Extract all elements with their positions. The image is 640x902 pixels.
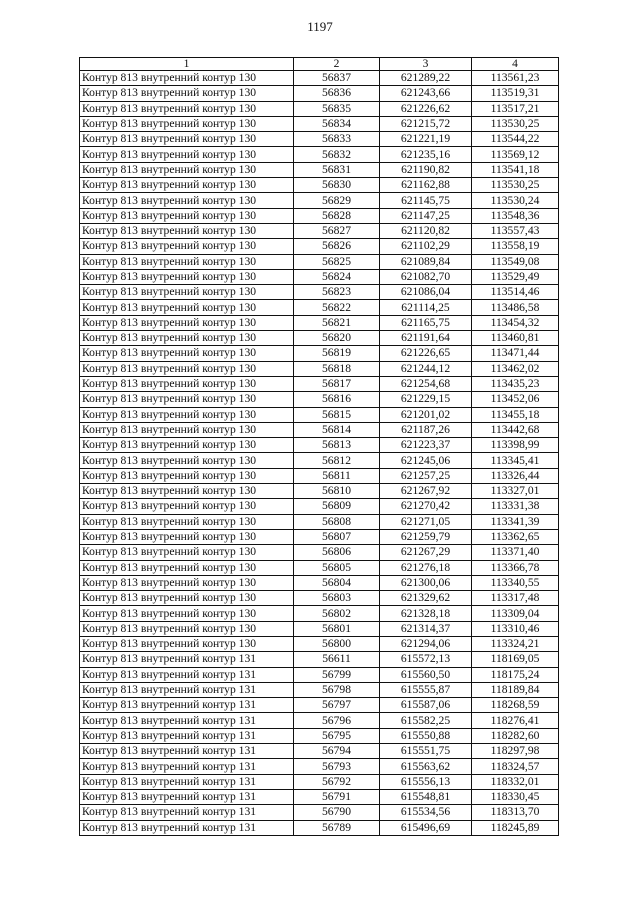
y-coordinate-cell: 113310,46 <box>472 621 559 636</box>
x-coordinate-cell: 621294,06 <box>380 636 472 651</box>
y-coordinate-cell: 118297,98 <box>472 744 559 759</box>
point-number-cell: 56837 <box>294 71 380 86</box>
x-coordinate-cell: 615582,25 <box>380 713 472 728</box>
x-coordinate-cell: 621329,62 <box>380 591 472 606</box>
x-coordinate-cell: 615555,87 <box>380 682 472 697</box>
y-coordinate-cell: 113541,18 <box>472 162 559 177</box>
point-number-cell: 56817 <box>294 376 380 391</box>
contour-name-cell: Контур 813 внутренний контур 131 <box>80 667 294 682</box>
point-number-cell: 56833 <box>294 132 380 147</box>
point-number-cell: 56792 <box>294 774 380 789</box>
x-coordinate-cell: 621267,92 <box>380 484 472 499</box>
point-number-cell: 56831 <box>294 162 380 177</box>
table-row <box>80 759 559 774</box>
x-coordinate-cell: 621245,06 <box>380 453 472 468</box>
y-coordinate-cell: 113435,23 <box>472 376 559 391</box>
x-coordinate-cell: 621300,06 <box>380 575 472 590</box>
point-number-cell: 56797 <box>294 698 380 713</box>
point-number-cell: 56815 <box>294 407 380 422</box>
y-coordinate-cell: 113326,44 <box>472 468 559 483</box>
point-number-cell: 56816 <box>294 392 380 407</box>
contour-name-cell: Контур 813 внутренний контур 130 <box>80 422 294 437</box>
contour-name-cell: Контур 813 внутренний контур 130 <box>80 468 294 483</box>
y-coordinate-cell: 113309,04 <box>472 606 559 621</box>
point-number-cell: 56791 <box>294 789 380 804</box>
table-row <box>80 285 559 300</box>
x-coordinate-cell: 615550,88 <box>380 728 472 743</box>
x-coordinate-cell: 621162,88 <box>380 178 472 193</box>
point-number-cell: 56827 <box>294 223 380 238</box>
point-number-cell: 56801 <box>294 621 380 636</box>
table-row <box>80 774 559 789</box>
point-number-cell: 56825 <box>294 254 380 269</box>
y-coordinate-cell: 113317,48 <box>472 591 559 606</box>
contour-name-cell: Контур 813 внутренний контур 130 <box>80 315 294 330</box>
y-coordinate-cell: 113530,25 <box>472 116 559 131</box>
table-row <box>80 805 559 820</box>
page-number: 1197 <box>307 19 333 34</box>
y-coordinate-cell: 113324,21 <box>472 636 559 651</box>
y-coordinate-cell: 113454,32 <box>472 315 559 330</box>
x-coordinate-cell: 621089,84 <box>380 254 472 269</box>
table-row <box>80 101 559 116</box>
column-header-3: 3 <box>380 58 472 71</box>
table-row <box>80 223 559 238</box>
y-coordinate-cell: 113514,46 <box>472 285 559 300</box>
column-header-2: 2 <box>294 58 380 71</box>
table-row <box>80 728 559 743</box>
table-row <box>80 545 559 560</box>
contour-name-cell: Контур 813 внутренний контур 130 <box>80 575 294 590</box>
y-coordinate-cell: 113544,22 <box>472 132 559 147</box>
y-coordinate-cell: 113340,55 <box>472 575 559 590</box>
contour-name-cell: Контур 813 внутренний контур 130 <box>80 223 294 238</box>
table-row <box>80 606 559 621</box>
point-number-cell: 56802 <box>294 606 380 621</box>
y-coordinate-cell: 113549,08 <box>472 254 559 269</box>
point-number-cell: 56824 <box>294 269 380 284</box>
point-number-cell: 56812 <box>294 453 380 468</box>
contour-name-cell: Контур 813 внутренний контур 131 <box>80 759 294 774</box>
table-row <box>80 422 559 437</box>
y-coordinate-cell: 113341,39 <box>472 514 559 529</box>
contour-name-cell: Контур 813 внутренний контур 130 <box>80 254 294 269</box>
y-coordinate-cell: 113452,06 <box>472 392 559 407</box>
table-row <box>80 575 559 590</box>
point-number-cell: 56793 <box>294 759 380 774</box>
table-row <box>80 392 559 407</box>
point-number-cell: 56818 <box>294 361 380 376</box>
contour-name-cell: Контур 813 внутренний контур 130 <box>80 300 294 315</box>
point-number-cell: 56807 <box>294 529 380 544</box>
table-row <box>80 376 559 391</box>
x-coordinate-cell: 621120,82 <box>380 223 472 238</box>
table-body <box>80 71 559 836</box>
table-row <box>80 713 559 728</box>
table-row <box>80 178 559 193</box>
y-coordinate-cell: 118313,70 <box>472 805 559 820</box>
x-coordinate-cell: 615572,13 <box>380 652 472 667</box>
table-row <box>80 147 559 162</box>
x-coordinate-cell: 615560,50 <box>380 667 472 682</box>
point-number-cell: 56806 <box>294 545 380 560</box>
point-number-cell: 56808 <box>294 514 380 529</box>
contour-name-cell: Контур 813 внутренний контур 130 <box>80 606 294 621</box>
x-coordinate-cell: 621215,72 <box>380 116 472 131</box>
contour-name-cell: Контур 813 внутренний контур 131 <box>80 820 294 835</box>
table-row <box>80 560 559 575</box>
y-coordinate-cell: 113362,65 <box>472 529 559 544</box>
y-coordinate-cell: 113442,68 <box>472 422 559 437</box>
table-row <box>80 468 559 483</box>
x-coordinate-cell: 621259,79 <box>380 529 472 544</box>
y-coordinate-cell: 118324,57 <box>472 759 559 774</box>
y-coordinate-cell: 118330,45 <box>472 789 559 804</box>
table-row <box>80 453 559 468</box>
point-number-cell: 56814 <box>294 422 380 437</box>
x-coordinate-cell: 615534,56 <box>380 805 472 820</box>
x-coordinate-cell: 621190,82 <box>380 162 472 177</box>
y-coordinate-cell: 113557,43 <box>472 223 559 238</box>
y-coordinate-cell: 113561,23 <box>472 71 559 86</box>
x-coordinate-cell: 621254,68 <box>380 376 472 391</box>
y-coordinate-cell: 118282,60 <box>472 728 559 743</box>
x-coordinate-cell: 621235,16 <box>380 147 472 162</box>
point-number-cell: 56821 <box>294 315 380 330</box>
contour-name-cell: Контур 813 внутренний контур 130 <box>80 591 294 606</box>
table-row <box>80 820 559 835</box>
y-coordinate-cell: 113331,38 <box>472 499 559 514</box>
point-number-cell: 56836 <box>294 86 380 101</box>
x-coordinate-cell: 615496,69 <box>380 820 472 835</box>
y-coordinate-cell: 113398,99 <box>472 438 559 453</box>
table-row <box>80 239 559 254</box>
table-row <box>80 652 559 667</box>
x-coordinate-cell: 621086,04 <box>380 285 472 300</box>
y-coordinate-cell: 113558,19 <box>472 239 559 254</box>
table-row <box>80 315 559 330</box>
contour-name-cell: Контур 813 внутренний контур 130 <box>80 101 294 116</box>
point-number-cell: 56795 <box>294 728 380 743</box>
x-coordinate-cell: 621082,70 <box>380 269 472 284</box>
table-row <box>80 499 559 514</box>
table-row <box>80 193 559 208</box>
point-number-cell: 56822 <box>294 300 380 315</box>
x-coordinate-cell: 621187,26 <box>380 422 472 437</box>
contour-name-cell: Контур 813 внутренний контур 130 <box>80 545 294 560</box>
contour-name-cell: Контур 813 внутренний контур 130 <box>80 499 294 514</box>
table-row <box>80 407 559 422</box>
y-coordinate-cell: 113455,18 <box>472 407 559 422</box>
table-row <box>80 346 559 361</box>
x-coordinate-cell: 621145,75 <box>380 193 472 208</box>
point-number-cell: 56828 <box>294 208 380 223</box>
contour-name-cell: Контур 813 внутренний контур 130 <box>80 484 294 499</box>
x-coordinate-cell: 621191,64 <box>380 331 472 346</box>
y-coordinate-cell: 113486,58 <box>472 300 559 315</box>
contour-name-cell: Контур 813 внутренний контур 130 <box>80 193 294 208</box>
point-number-cell: 56611 <box>294 652 380 667</box>
table-row <box>80 698 559 713</box>
contour-name-cell: Контур 813 внутренний контур 131 <box>80 652 294 667</box>
table-row <box>80 529 559 544</box>
point-number-cell: 56834 <box>294 116 380 131</box>
contour-name-cell: Контур 813 внутренний контур 130 <box>80 239 294 254</box>
table-row <box>80 269 559 284</box>
y-coordinate-cell: 113345,41 <box>472 453 559 468</box>
contour-name-cell: Контур 813 внутренний контур 130 <box>80 331 294 346</box>
contour-name-cell: Контур 813 внутренний контур 130 <box>80 361 294 376</box>
x-coordinate-cell: 621226,62 <box>380 101 472 116</box>
contour-name-cell: Контур 813 внутренний контур 130 <box>80 132 294 147</box>
point-number-cell: 56819 <box>294 346 380 361</box>
point-number-cell: 56790 <box>294 805 380 820</box>
table-row <box>80 86 559 101</box>
x-coordinate-cell: 615556,13 <box>380 774 472 789</box>
y-coordinate-cell: 113519,31 <box>472 86 559 101</box>
x-coordinate-cell: 615587,06 <box>380 698 472 713</box>
contour-name-cell: Контур 813 внутренний контур 130 <box>80 86 294 101</box>
point-number-cell: 56796 <box>294 713 380 728</box>
contour-name-cell: Контур 813 внутренний контур 130 <box>80 162 294 177</box>
point-number-cell: 56805 <box>294 560 380 575</box>
point-number-cell: 56803 <box>294 591 380 606</box>
table-row <box>80 132 559 147</box>
x-coordinate-cell: 615551,75 <box>380 744 472 759</box>
y-coordinate-cell: 118268,59 <box>472 698 559 713</box>
x-coordinate-cell: 621270,42 <box>380 499 472 514</box>
y-coordinate-cell: 113517,21 <box>472 101 559 116</box>
contour-name-cell: Контур 813 внутренний контур 131 <box>80 744 294 759</box>
point-number-cell: 56789 <box>294 820 380 835</box>
contour-name-cell: Контур 813 внутренний контур 131 <box>80 713 294 728</box>
x-coordinate-cell: 621267,29 <box>380 545 472 560</box>
x-coordinate-cell: 621257,25 <box>380 468 472 483</box>
contour-name-cell: Контур 813 внутренний контур 130 <box>80 147 294 162</box>
contour-name-cell: Контур 813 внутренний контур 131 <box>80 682 294 697</box>
point-number-cell: 56811 <box>294 468 380 483</box>
x-coordinate-cell: 621226,65 <box>380 346 472 361</box>
contour-name-cell: Контур 813 внутренний контур 130 <box>80 346 294 361</box>
point-number-cell: 56810 <box>294 484 380 499</box>
point-number-cell: 56794 <box>294 744 380 759</box>
x-coordinate-cell: 621147,25 <box>380 208 472 223</box>
x-coordinate-cell: 621289,22 <box>380 71 472 86</box>
table-row <box>80 744 559 759</box>
x-coordinate-cell: 621102,29 <box>380 239 472 254</box>
x-coordinate-cell: 621221,19 <box>380 132 472 147</box>
x-coordinate-cell: 621165,75 <box>380 315 472 330</box>
contour-name-cell: Контур 813 внутренний контур 131 <box>80 789 294 804</box>
x-coordinate-cell: 615563,62 <box>380 759 472 774</box>
contour-name-cell: Контур 813 внутренний контур 130 <box>80 178 294 193</box>
x-coordinate-cell: 621276,18 <box>380 560 472 575</box>
contour-name-cell: Контур 813 внутренний контур 131 <box>80 805 294 820</box>
point-number-cell: 56829 <box>294 193 380 208</box>
y-coordinate-cell: 118189,84 <box>472 682 559 697</box>
contour-name-cell: Контур 813 внутренний контур 130 <box>80 208 294 223</box>
y-coordinate-cell: 113529,49 <box>472 269 559 284</box>
table-row <box>80 591 559 606</box>
contour-name-cell: Контур 813 внутренний контур 130 <box>80 407 294 422</box>
point-number-cell: 56813 <box>294 438 380 453</box>
y-coordinate-cell: 113366,78 <box>472 560 559 575</box>
y-coordinate-cell: 118169,05 <box>472 652 559 667</box>
table-row <box>80 331 559 346</box>
x-coordinate-cell: 621201,02 <box>380 407 472 422</box>
point-number-cell: 56799 <box>294 667 380 682</box>
table-row <box>80 636 559 651</box>
contour-name-cell: Контур 813 внутренний контур 130 <box>80 269 294 284</box>
contour-name-cell: Контур 813 внутренний контур 130 <box>80 116 294 131</box>
point-number-cell: 56804 <box>294 575 380 590</box>
table-row <box>80 254 559 269</box>
coordinates-table <box>79 57 559 836</box>
contour-name-cell: Контур 813 внутренний контур 130 <box>80 285 294 300</box>
y-coordinate-cell: 113569,12 <box>472 147 559 162</box>
y-coordinate-cell: 113371,40 <box>472 545 559 560</box>
point-number-cell: 56820 <box>294 331 380 346</box>
x-coordinate-cell: 615548,81 <box>380 789 472 804</box>
y-coordinate-cell: 118276,41 <box>472 713 559 728</box>
contour-name-cell: Контур 813 внутренний контур 130 <box>80 71 294 86</box>
table-row <box>80 300 559 315</box>
x-coordinate-cell: 621243,66 <box>380 86 472 101</box>
x-coordinate-cell: 621314,37 <box>380 621 472 636</box>
y-coordinate-cell: 118245,89 <box>472 820 559 835</box>
table-row <box>80 71 559 86</box>
table-row <box>80 438 559 453</box>
x-coordinate-cell: 621114,25 <box>380 300 472 315</box>
contour-name-cell: Контур 813 внутренний контур 131 <box>80 698 294 713</box>
y-coordinate-cell: 113530,24 <box>472 193 559 208</box>
point-number-cell: 56798 <box>294 682 380 697</box>
point-number-cell: 56832 <box>294 147 380 162</box>
x-coordinate-cell: 621229,15 <box>380 392 472 407</box>
x-coordinate-cell: 621271,05 <box>380 514 472 529</box>
y-coordinate-cell: 113462,02 <box>472 361 559 376</box>
table-row <box>80 484 559 499</box>
y-coordinate-cell: 118175,24 <box>472 667 559 682</box>
table-row <box>80 514 559 529</box>
table-row <box>80 208 559 223</box>
table-row <box>80 116 559 131</box>
point-number-cell: 56800 <box>294 636 380 651</box>
contour-name-cell: Контур 813 внутренний контур 130 <box>80 376 294 391</box>
y-coordinate-cell: 113471,44 <box>472 346 559 361</box>
contour-name-cell: Контур 813 внутренний контур 130 <box>80 438 294 453</box>
point-number-cell: 56830 <box>294 178 380 193</box>
x-coordinate-cell: 621223,37 <box>380 438 472 453</box>
point-number-cell: 56809 <box>294 499 380 514</box>
x-coordinate-cell: 621244,12 <box>380 361 472 376</box>
contour-name-cell: Контур 813 внутренний контур 130 <box>80 560 294 575</box>
contour-name-cell: Контур 813 внутренний контур 130 <box>80 636 294 651</box>
point-number-cell: 56823 <box>294 285 380 300</box>
y-coordinate-cell: 113460,81 <box>472 331 559 346</box>
contour-name-cell: Контур 813 внутренний контур 130 <box>80 453 294 468</box>
table-row <box>80 621 559 636</box>
contour-name-cell: Контур 813 внутренний контур 130 <box>80 514 294 529</box>
y-coordinate-cell: 113530,25 <box>472 178 559 193</box>
table-header-row <box>80 58 559 71</box>
column-header-4: 4 <box>472 58 559 71</box>
point-number-cell: 56826 <box>294 239 380 254</box>
table-row <box>80 789 559 804</box>
y-coordinate-cell: 113548,36 <box>472 208 559 223</box>
point-number-cell: 56835 <box>294 101 380 116</box>
x-coordinate-cell: 621328,18 <box>380 606 472 621</box>
y-coordinate-cell: 118332,01 <box>472 774 559 789</box>
contour-name-cell: Контур 813 внутренний контур 130 <box>80 621 294 636</box>
table-row <box>80 667 559 682</box>
table-row <box>80 162 559 177</box>
column-header-1: 1 <box>80 58 294 71</box>
contour-name-cell: Контур 813 внутренний контур 130 <box>80 392 294 407</box>
contour-name-cell: Контур 813 внутренний контур 130 <box>80 529 294 544</box>
table-row <box>80 682 559 697</box>
table-row <box>80 361 559 376</box>
contour-name-cell: Контур 813 внутренний контур 131 <box>80 728 294 743</box>
y-coordinate-cell: 113327,01 <box>472 484 559 499</box>
contour-name-cell: Контур 813 внутренний контур 131 <box>80 774 294 789</box>
